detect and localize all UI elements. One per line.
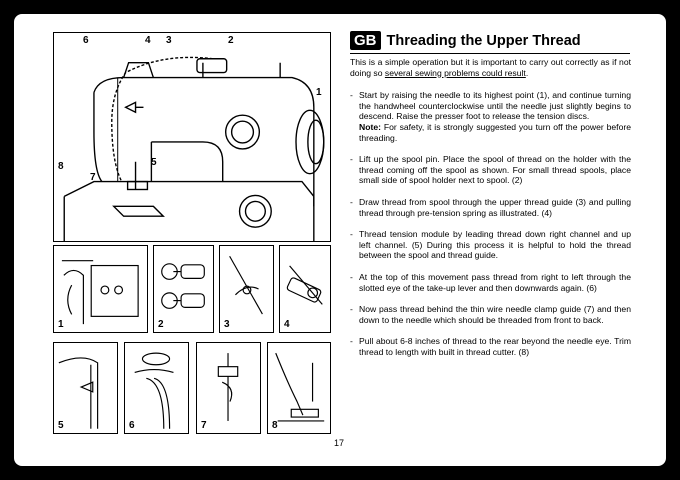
callout-3: 3 [166,35,172,46]
detail-figure-7 [196,342,261,434]
header-rule [350,53,630,54]
detail-figure-1 [53,245,148,333]
step-item: - Now pass thread behind the thin wire needle clamp guide (7) and then down to the needle which should be threaded from front to back. [350,304,631,325]
step-text: At the top of this movement pass thread from right to left through the slotted eye of the take-up lever and then downwards again. (6) [359,271,631,293]
detail-figure-2 [153,245,214,333]
detail-number-4: 4 [284,319,290,330]
step-text: Pull about 6-8 inches of thread to the rear beyond the needle eye. Trim thread to length with built in thread cutter. (8) [359,336,631,357]
step-text: Now pass thread behind the thin wire needle clamp guide (7) and then down to the needle which should be threaded from front to back. [359,304,631,325]
safety-note: Note: For safety, it is strongly suggested you turn off the power before threading. [359,121,631,143]
detail-number-5: 5 [58,420,64,431]
callout-7: 7 [90,172,96,183]
sewing-machine-drawing [54,33,330,241]
step-item: - Draw thread from spool through the upper thread guide (3) and pulling thread through pre-tension spring as illustrated. (4) [350,196,631,218]
callout-5: 5 [151,157,157,168]
callout-1: 1 [316,87,322,98]
main-machine-illustration [53,32,331,242]
step-item: - Lift up the spool pin. Place the spool of thread on the holder with the thread coming off the spool as shown. For small thread spools, place small side of spool holder next to spool. (2) [350,154,631,186]
step-item: - Thread tension module by leading thread down right channel and up left channel. (5) During this process it is helpful to hold the thread between the spool and thread guide. [350,229,631,261]
step-text: Start by raising the needle to its highest point (1), and continue turning the handwheel counterclockwise until the needle just slightly begins to descend. Raise the presser foot to release the tension discs. [359,90,631,122]
detail-number-8: 8 [272,420,278,431]
manual-page [14,14,666,466]
instructions-text [350,57,631,368]
detail-figure-8 [267,342,331,434]
step-item: - Pull about 6-8 inches of thread to the rear beyond the needle eye. Trim thread to length with built in thread cutter. (8) [350,336,631,357]
language-badge: GB [350,31,381,50]
detail-number-1: 1 [58,319,64,330]
detail-figure-5 [53,342,118,434]
detail-number-2: 2 [158,319,164,330]
detail-number-3: 3 [224,319,230,330]
detail-figure-3 [219,245,274,333]
detail-figure-6 [124,342,189,434]
detail-number-6: 6 [129,420,135,431]
page-number: 17 [334,438,345,448]
warning-underline: several sewing problems could result [384,67,526,78]
detail-figure-4 [279,245,331,333]
step-item: - Start by raising the needle to its highest point (1), and continue turning the handwheel counterclockwise until the needle just slightly begins to descend. Raise the presser foot to release the tension discs. Note: For safety, it is strongly suggested you turn off the power before threading. [350,90,631,143]
step-text: Thread tension module by leading thread down right channel and up left channel. (5) During this process it is helpful to hold the thread between the spool and thread guide. [359,229,631,261]
step-item: - At the top of this movement pass thread from right to left through the slotted eye of the take-up lever and then downwards again. (6) [350,271,631,293]
callout-8: 8 [58,161,64,172]
page-title: Threading the Upper Thread [386,32,581,49]
intro-paragraph: This is a simple operation but it is important to carry out correctly as if not doing so several sewing problems could result. [350,57,631,78]
callout-2: 2 [228,35,234,46]
step-text: Draw thread from spool through the upper thread guide (3) and pulling thread through pre-tension spring as illustrated. (4) [359,196,631,218]
callout-4: 4 [145,35,151,46]
detail-number-7: 7 [201,420,207,431]
callout-6: 6 [83,35,89,46]
step-text: Lift up the spool pin. Place the spool of thread on the holder with the thread coming off the spool as shown. For small thread spools, place small side of spool holder next to spool. (2) [359,154,631,186]
section-header [350,31,581,50]
